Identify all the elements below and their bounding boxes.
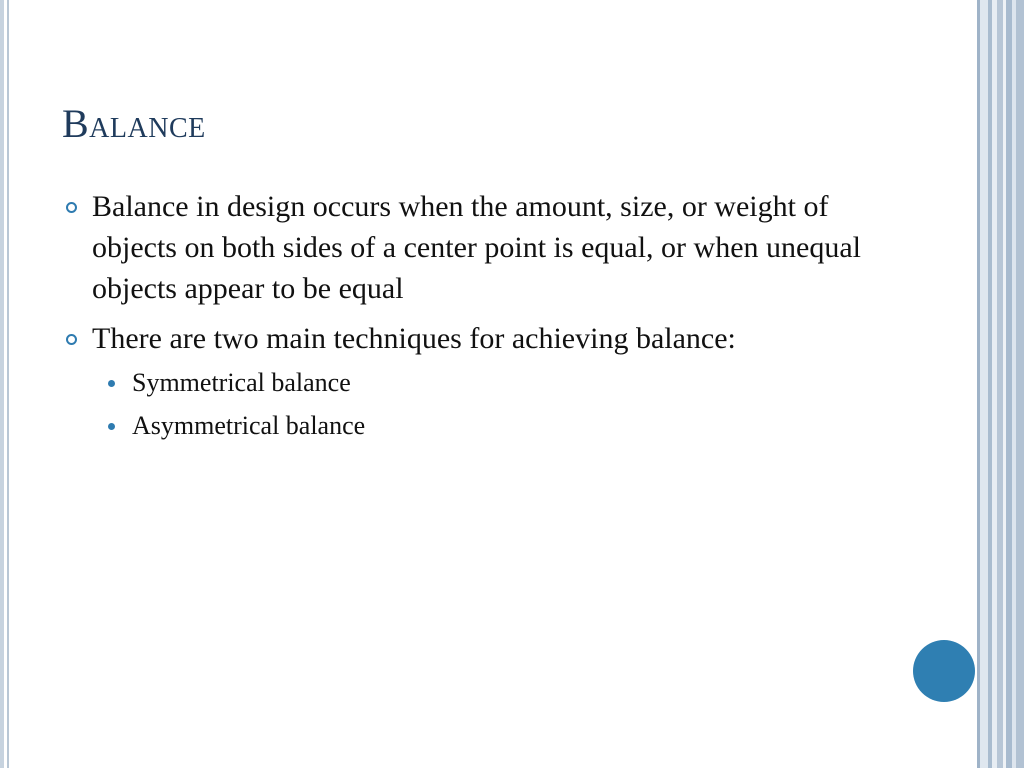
bullet-text: Balance in design occurs when the amount, size, or weight of objects on both sides of a center point is equal, or when unequal objects appear to be equal — [92, 190, 861, 305]
dot-bullet-icon — [108, 380, 115, 387]
dot-bullet-icon — [108, 423, 115, 430]
left-border-line — [7, 0, 9, 768]
ring-bullet-icon — [66, 202, 77, 213]
ring-bullet-icon — [66, 334, 77, 345]
slide-title: Balance — [62, 101, 206, 146]
decorative-circle — [913, 640, 975, 702]
bullet-item — [60, 186, 890, 309]
slide-body — [60, 186, 890, 452]
right-stripe — [1016, 0, 1024, 768]
right-stripe — [980, 0, 988, 768]
sub-bullet-item — [106, 409, 890, 443]
sub-bullet-text: Asymmetrical balance — [132, 411, 366, 440]
bullet-item — [60, 318, 890, 359]
sub-bullet-list — [60, 366, 890, 443]
sub-bullet-text: Symmetrical balance — [132, 368, 351, 397]
sub-bullet-item — [106, 366, 890, 400]
bullet-text: There are two main techniques for achieving balance: — [92, 322, 736, 355]
left-border-line — [0, 0, 4, 768]
